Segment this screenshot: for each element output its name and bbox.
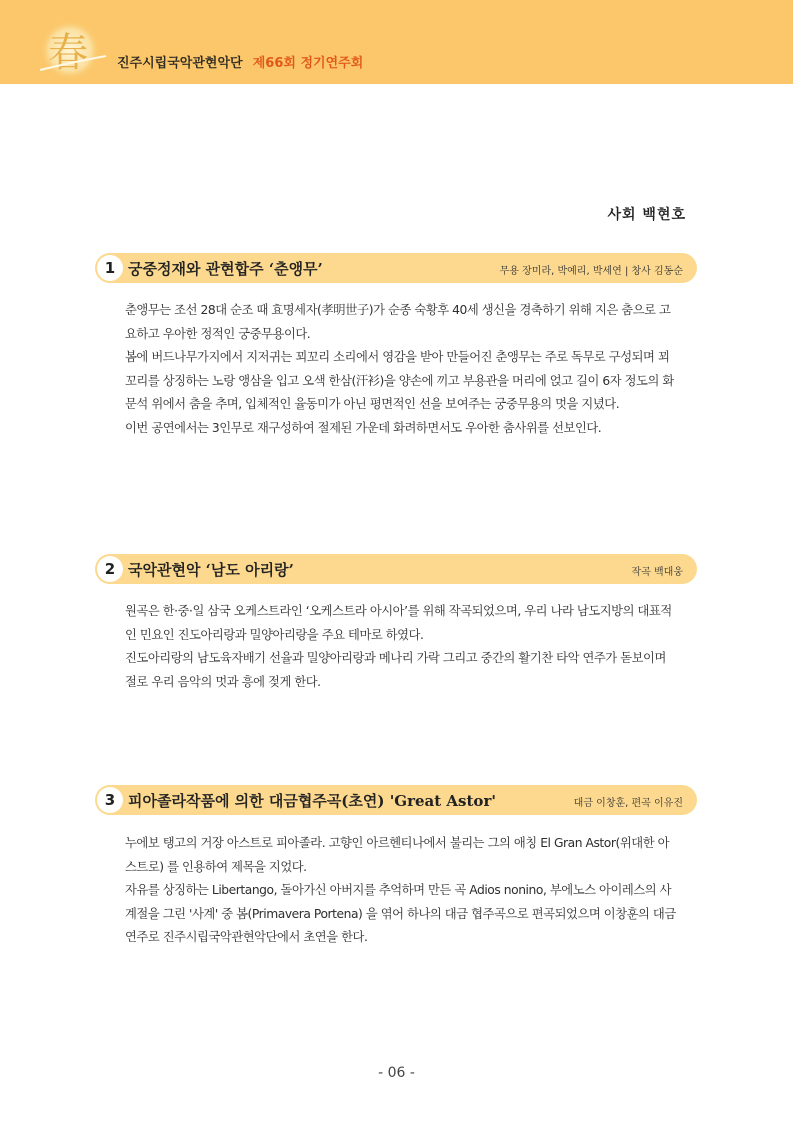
section-body-3	[125, 832, 680, 950]
section-number: 2	[97, 556, 123, 582]
paragraph: 이번 공연에서는 3인무로 재구성하여 절제된 가운데 화려하면서도 우아한 춤사위를 선보인다.	[125, 420, 602, 435]
section-credit: 무용 장미라, 박예리, 박세연 | 창사 김동순	[499, 266, 683, 277]
concert-title: 제66회 정기연주회	[252, 56, 364, 71]
section-title: 피아졸라작품에 의한 대금협주곡(초연) 'Great Astor'	[128, 792, 496, 810]
section-header-3	[95, 785, 697, 815]
section-header-2	[95, 554, 697, 584]
orchestra-name: 진주시립국악관현악단	[117, 56, 243, 71]
paragraph: 춘앵무는 조선 28대 순조 때 효명세자(孝明世子)가 순종 숙황후 40세 생신을 경축하기 위해 지은 춤으로 고요하고 우아한 정적인 궁중무용이다.	[125, 303, 671, 341]
section-body-1	[125, 299, 680, 441]
host-credit: 사회 백현호	[607, 207, 686, 223]
paragraph: 원곡은 한·중·일 삼국 오케스트라인 ‘오케스트라 아시아’를 위해 작곡되었으며, 우리 나라 남도지방의 대표적인 민요인 진도아리랑과 밀양아리랑을 주요 테마로 하였다.	[125, 604, 672, 642]
spring-logo-icon	[38, 20, 108, 80]
paragraph: 봄에 버드나무가지에서 지저귀는 꾀꼬리 소리에서 영감을 받아 만들어진 춘앵무는 주로 독무로 구성되며 꾀꼬리를 상징하는 노랑 앵삼을 입고 오색 한삼(汗衫)을 양손에 끼고 부용관을 머리에 얹고 길이 6자 정도의 화문석 위에서 춤을 추며, 입체적인 율동미가 아닌 평면적인 선을 보여주는 궁중무용의 멋을 지녔다.	[125, 350, 674, 412]
section-title: 국악관현악 ‘남도 아리랑’	[128, 561, 294, 579]
paragraph: 누에보 탱고의 거장 아스트로 피아졸라. 고향인 아르헨티나에서 불리는 그의 애칭 El Gran Astor(위대한 아스트로) 를 인용하여 제목을 지었다.	[125, 836, 670, 874]
section-credit: 대금 이창훈, 편곡 이유진	[573, 798, 683, 809]
section-title: 궁중정재와 관현합주 ‘춘앵무’	[128, 260, 323, 278]
section-number: 3	[97, 787, 123, 813]
section-body-2	[125, 600, 680, 694]
paragraph: 진도아리랑의 남도육자배기 선율과 밀양아리랑과 메나리 가락 그리고 중간의 활기찬 타악 연주가 돋보이며 절로 우리 음악의 멋과 흥에 젖게 한다.	[125, 651, 666, 689]
paragraph: 자유를 상징하는 Libertango, 돌아가신 아버지를 추억하며 만든 곡 Adios nonino, 부에노스 아이레스의 사계절을 그린 '사계' 중 봄(Primavera Portena) 을 엮어 하나의 대금 협주곡으로 편곡되었으며 이창훈의 대금연주로 진주시립국악관현악단에서 초연을 한다.	[125, 883, 676, 945]
header-title	[117, 52, 363, 71]
page-number: - 06 -	[378, 1065, 415, 1081]
page-header	[0, 0, 793, 84]
section-credit: 작곡 백대웅	[631, 567, 683, 578]
section-number: 1	[97, 255, 123, 281]
section-header-1	[95, 253, 697, 283]
svg-text:春: 春	[48, 30, 88, 76]
